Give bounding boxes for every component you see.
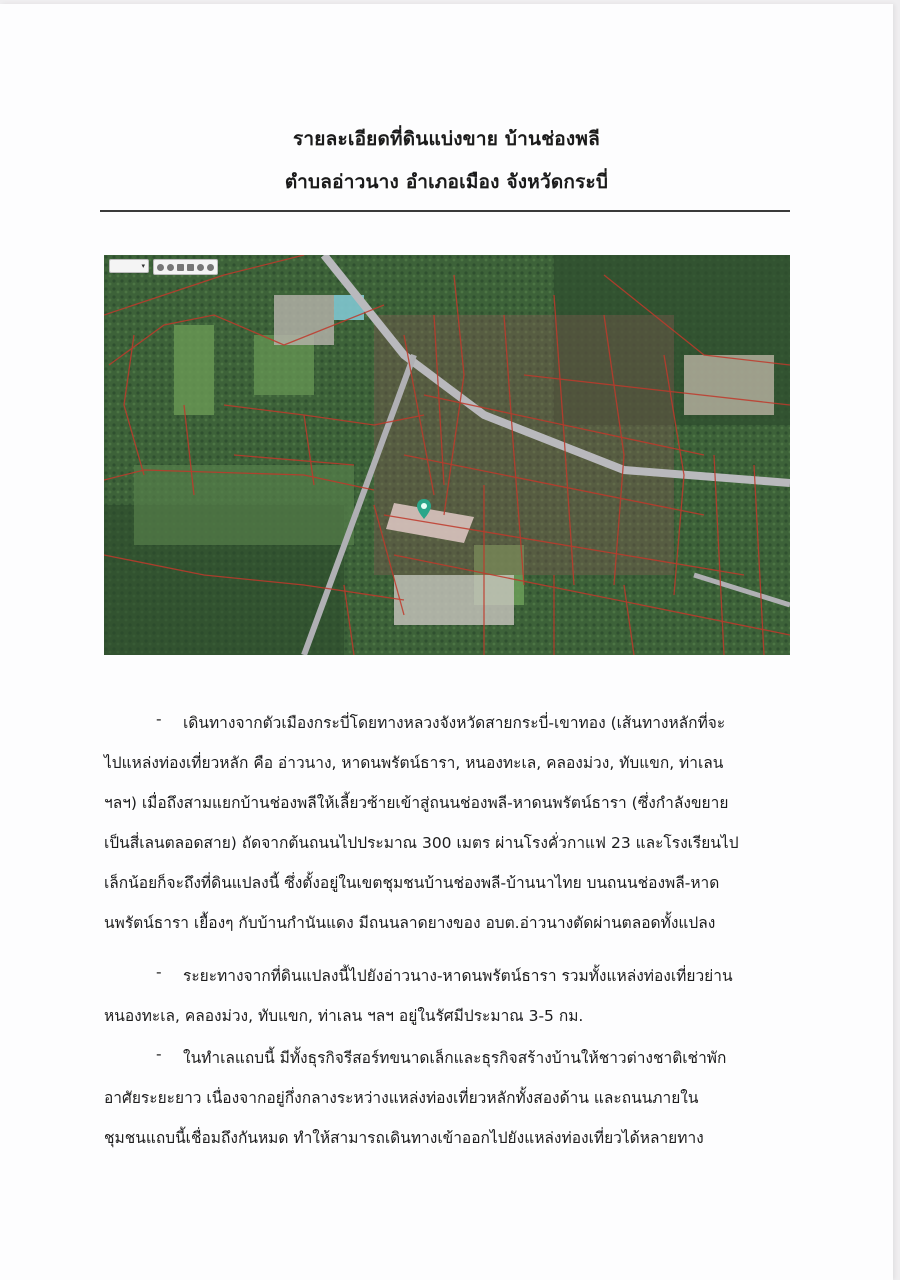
paragraph-line: ฯลฯ) เมื่อถึงสามแยกบ้านช่องพลีให้เลี้ยวซ้ายเข้าสู่ถนนช่องพลี-หาดนพรัตน์ธารา (ซึ่งกำลังขยาย	[104, 794, 729, 812]
print-icon[interactable]	[197, 264, 204, 271]
bullet-dash: -	[156, 710, 162, 728]
chevron-down-icon: ▾	[141, 262, 145, 270]
paragraph-line: เดินทางจากตัวเมืองกระบี่โดยทางหลวงจังหวัดสายกระบี่-เขาทอง (เส้นทางหลักที่จะ	[183, 714, 726, 732]
map-controls	[109, 259, 218, 274]
pin-icon[interactable]	[167, 264, 174, 271]
map-toolbar	[153, 259, 218, 275]
document-title: รายละเอียดที่ดินแบ่งขาย บ้านช่องพลี	[293, 128, 600, 150]
expand-icon[interactable]	[207, 264, 214, 271]
bullet-dash: -	[156, 963, 162, 981]
map-imagery	[104, 255, 790, 655]
title-divider	[100, 210, 790, 212]
paragraph-line: หนองทะเล, คลองม่วง, ทับแขก, ท่าเลน ฯลฯ อยู่ในรัศมีประมาณ 3-5 กม.	[104, 1007, 584, 1025]
layers-icon[interactable]	[187, 264, 194, 271]
bullet-dash: -	[156, 1045, 162, 1063]
satellite-map[interactable]	[104, 255, 790, 655]
paragraph-line: นพรัตน์ธารา เยื้องๆ กับบ้านกำนันแดง มีถนนลาดยางของ อบต.อ่าวนางตัดผ่านตลอดทั้งแปลง	[104, 914, 716, 932]
paragraph-line: ระยะทางจากที่ดินแปลงนี้ไปยังอ่าวนาง-หาดนพรัตน์ธารา รวมทั้งแหล่งท่องเที่ยวย่าน	[183, 967, 733, 985]
document-subtitle: ตำบลอ่าวนาง อำเภอเมือง จังหวัดกระบี่	[284, 171, 609, 193]
home-icon[interactable]	[157, 264, 164, 271]
map-layer-dropdown-label	[113, 262, 115, 270]
paragraph-line: ในทำเลแถบนี้ มีทั้งธุรกิจรีสอร์ทขนาดเล็กและธุรกิจสร้างบ้านให้ชาวต่างชาติเช่าพัก	[183, 1049, 727, 1067]
paragraph-line: อาศัยระยะยาว เนื่องจากอยู่กึ่งกลางระหว่างแหล่งท่องเที่ยวหลักทั้งสองด้าน และถนนภายใน	[104, 1089, 699, 1107]
location-pin-icon[interactable]	[417, 499, 431, 519]
paragraph-line: ไปแหล่งท่องเที่ยวหลัก คือ อ่าวนาง, หาดนพรัตน์ธารา, หนองทะเล, คลองม่วง, ทับแขก, ท่าเลน	[104, 754, 724, 772]
document-page	[0, 4, 893, 1280]
ruler-icon[interactable]	[177, 264, 184, 271]
paragraph-line: ชุมชนแถบนี้เชื่อมถึงกันหมด ทำให้สามารถเดินทางเข้าออกไปยังแหล่งท่องเที่ยวได้หลายทาง	[104, 1129, 704, 1147]
map-layer-dropdown[interactable]	[109, 259, 149, 273]
paragraph-line: เล็กน้อยก็จะถึงที่ดินแปลงนี้ ซึ่งตั้งอยู่ในเขตชุมชนบ้านช่องพลี-บ้านนาไทย บนถนนช่องพลี-หาด	[104, 874, 720, 892]
paragraph-line: เป็นสี่เลนตลอดสาย) ถัดจากต้นถนนไปประมาณ 300 เมตร ผ่านโรงคั่วกาแฟ 23 และโรงเรียนไป	[104, 834, 739, 852]
